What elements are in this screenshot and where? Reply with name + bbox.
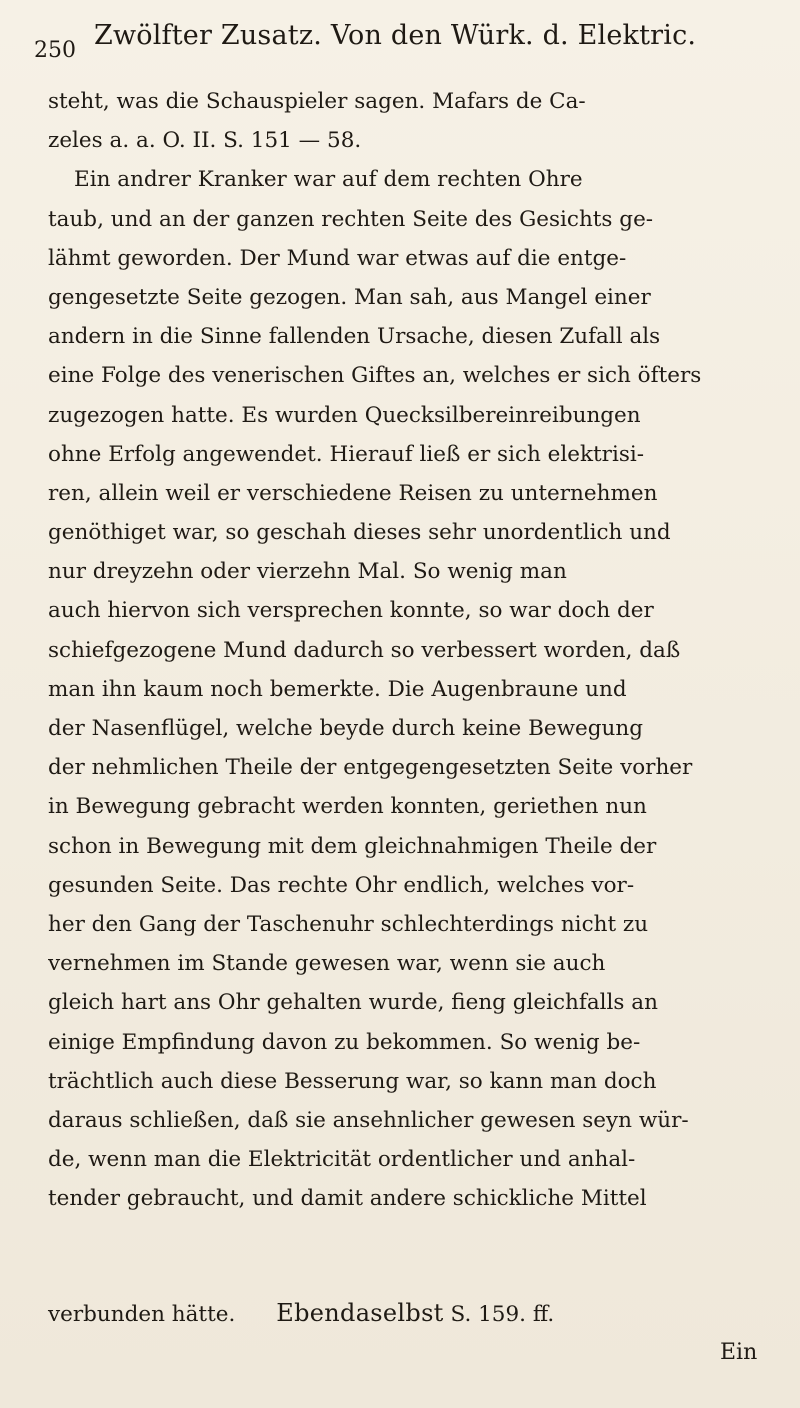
text-line: lähmt geworden. Der Mund war etwas auf die entge-: [48, 245, 627, 271]
final-text-line: [48, 1294, 768, 1334]
text-line: tender gebraucht, und damit andere schickliche Mittel: [48, 1186, 647, 1212]
text-line: daraus schließen, daß sie ansehnlicher gewesen seyn wür-: [48, 1107, 689, 1133]
text-line: schon in Bewegung mit dem gleichnahmigen Theile der: [48, 833, 657, 859]
catchword: Ein: [720, 1340, 758, 1365]
source-reference: Ebendaselbst: [276, 1299, 444, 1327]
running-title: Zwölfter Zusatz. Von den Würk. d. Elektric.: [94, 20, 697, 51]
body-text: [48, 82, 768, 1218]
text-line: trächtlich auch diese Besserung war, so kann man doch: [48, 1068, 657, 1094]
text-line: zeles a. a. O. II. S. 151 — 58.: [48, 128, 362, 154]
text-line: einige Empfindung davon zu bekommen. So wenig be-: [48, 1029, 641, 1055]
text-line: man ihn kaum noch bemerkte. Die Augenbraune und: [48, 676, 627, 702]
text-line: gleich hart ans Ohr gehalten wurde, fieng gleichfalls an: [48, 990, 658, 1016]
text-line: vernehmen im Stande gewesen war, wenn sie auch: [48, 951, 606, 977]
text-line: de, wenn man die Elektricität ordentlicher und anhal-: [48, 1147, 636, 1173]
text-line: gengesetzte Seite gezogen. Man sah, aus Mangel einer: [48, 284, 651, 310]
text-line: ohne Erfolg angewendet. Hierauf ließ er sich elektrisi-: [48, 441, 645, 467]
text-line: gesunden Seite. Das rechte Ohr endlich, welches vor-: [48, 872, 635, 898]
text-line: schiefgezogene Mund dadurch so verbessert worden, daß: [48, 637, 681, 663]
text-line: der Nasenflügel, welche beyde durch keine Bewegung: [48, 716, 643, 741]
text-line: ren, allein weil er verschiedene Reisen zu unternehmen: [48, 480, 658, 506]
text-line: her den Gang der Taschenuhr schlechterdings nicht zu: [48, 911, 649, 937]
page-number: 250: [34, 38, 76, 63]
page-header: [34, 14, 770, 70]
text-line: steht, was die Schauspieler sagen. Mafars de Ca-: [48, 89, 586, 114]
text-line: zugezogen hatte. Es wurden Quecksilbereinreibungen: [48, 402, 641, 428]
source-page-reference: S. 159. ff.: [450, 1302, 555, 1327]
text-line: der nehmlichen Theile der entgegengesetzten Seite vorher: [48, 755, 693, 781]
text-line: auch hiervon sich versprechen konnte, so war doch der: [48, 598, 654, 624]
text-line: genöthiget war, so geschah dieses sehr unordentlich und: [48, 520, 671, 546]
text-line: in Bewegung gebracht werden konnten, geriethen nun: [48, 794, 647, 820]
text-line: taub, und an der ganzen rechten Seite des Gesichts ge-: [48, 206, 654, 232]
text-line: andern in die Sinne fallenden Ursache, diesen Zufall als: [48, 324, 661, 350]
final-text: verbunden hätte.: [48, 1302, 236, 1327]
text-line: Ein andrer Kranker war auf dem rechten Ohre: [74, 167, 583, 193]
text-line: nur dreyzehn oder vierzehn Mal. So wenig man: [48, 559, 567, 585]
text-line: eine Folge des venerischen Giftes an, welches er sich öfters: [48, 363, 702, 389]
